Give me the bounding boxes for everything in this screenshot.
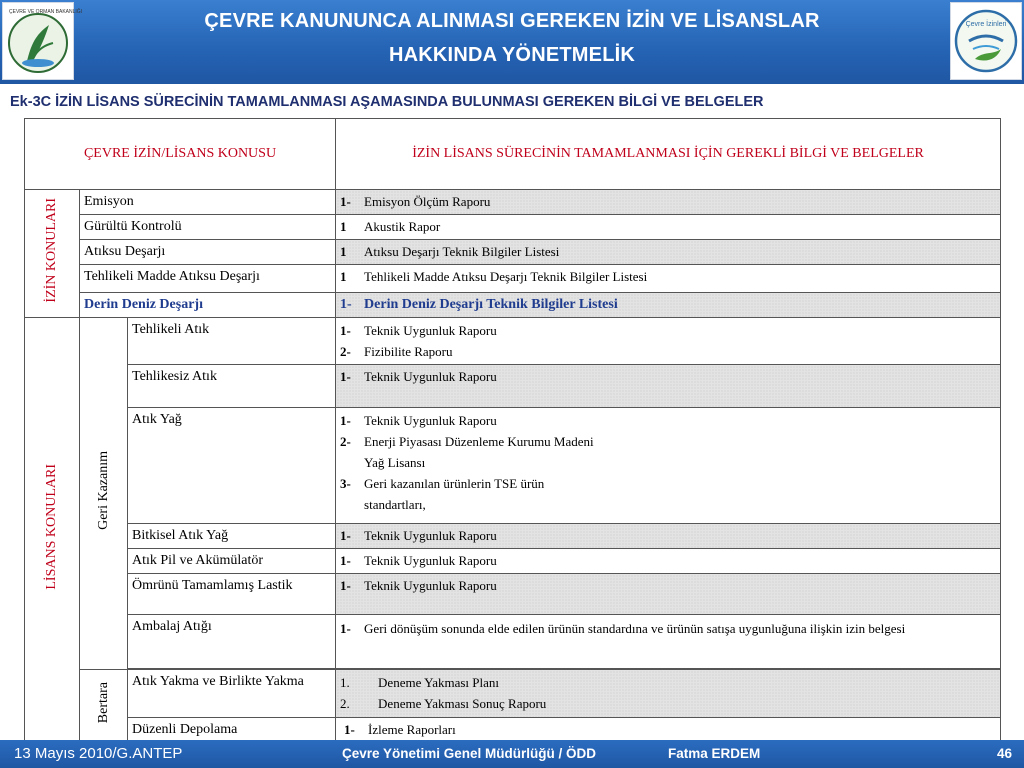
izin-group-label: İZİN KONULARI	[44, 197, 59, 303]
lisans-req-lastik: 1- Teknik Uygunluk Raporu	[336, 574, 1001, 615]
footer-date: 13 Mayıs 2010/G.ANTEP	[14, 745, 183, 762]
izin-group-cell	[25, 190, 80, 318]
lisans-req-yakma: 1. Deneme Yakması Planı 2. Deneme Yakması Sonuç Raporu	[336, 670, 1001, 718]
svg-text:ÇEVRE VE ORMAN BAKANLIĞI: ÇEVRE VE ORMAN BAKANLIĞI	[9, 9, 83, 15]
cevre-izinleri-logo	[950, 2, 1022, 80]
geri-kazanim-label: Geri Kazanım	[95, 450, 111, 530]
lisans-topic-ambalaj: Ambalaj Atığı	[128, 615, 336, 669]
izin-topic-emisyon: Emisyon	[80, 190, 336, 215]
slide-footer	[0, 740, 1024, 768]
lisans-req-atik-yag: 1- Teknik Uygunluk Raporu 2- Enerji Piyasası Düzenleme Kurumu Madeni Yağ Lisansı 3- Geri kazanılan ürünlerin TSE ürün standartları,	[336, 408, 1001, 524]
footer-author: Fatma ERDEM	[668, 746, 761, 761]
lisans-topic-atik-yag: Atık Yağ	[128, 408, 336, 524]
lisans-req-tehlikesiz-atik: 1- Teknik Uygunluk Raporu	[336, 365, 1001, 408]
izin-req-derin-deniz: 1- Derin Deniz Deşarjı Teknik Bilgiler Listesi	[336, 293, 1001, 318]
lisans-group-cell	[25, 318, 80, 743]
lisans-group-label: LİSANS KONULARI	[44, 463, 59, 590]
geri-kazanim-cell	[80, 318, 128, 670]
lisans-topic-yakma: Atık Yakma ve Birlikte Yakma	[128, 670, 336, 718]
izin-req-tehlikeli-madde: 1 Tehlikeli Madde Atıksu Deşarjı Teknik Bilgiler Listesi	[336, 265, 1001, 293]
title-line-1: ÇEVRE KANUNUNCA ALINMASI GEREKEN İZİN VE LİSANSLAR	[204, 10, 820, 32]
izin-topic-derin-deniz: Derin Deniz Deşarjı	[80, 293, 336, 318]
izin-req-emisyon: 1- Emisyon Ölçüm Raporu	[336, 190, 1001, 215]
bertaraf-label: Bertara	[95, 681, 111, 724]
lisans-req-depolama: 1- İzleme Raporları	[336, 718, 1001, 743]
requirements-table	[24, 118, 1001, 743]
lisans-req-tehlikeli-atik: 1- Teknik Uygunluk Raporu 2- Fizibilite Raporu	[336, 318, 1001, 365]
izin-req-atiksu: 1 Atıksu Deşarjı Teknik Bilgiler Listesi	[336, 240, 1001, 265]
cevre-izinleri-logo-icon	[953, 5, 1019, 77]
column-header-topic: ÇEVRE İZİN/LİSANS KONUSU	[25, 119, 336, 190]
footer-page-number: 46	[996, 746, 1012, 761]
footer-organization: Çevre Yönetimi Genel Müdürlüğü / ÖDD	[342, 746, 597, 761]
ministry-logo	[2, 2, 83, 80]
lisans-topic-lastik: Ömrünü Tamamlamış Lastik	[128, 574, 336, 615]
slide-header	[0, 0, 1024, 84]
lisans-req-bitkisel-yag: 1- Teknik Uygunluk Raporu	[336, 524, 1001, 549]
annex-subtitle: Ek-3C İZİN LİSANS SÜRECİNİN TAMAMLANMASI AŞAMASINDA BULUNMASI GEREKEN BİLGİ VE BELGELER	[10, 94, 764, 110]
svg-text:Çevre İzinleri: Çevre İzinleri	[965, 21, 1007, 28]
lisans-topic-bitkisel-yag: Bitkisel Atık Yağ	[128, 524, 336, 549]
izin-topic-gurultu: Gürültü Kontrolü	[80, 215, 336, 240]
lisans-topic-pil: Atık Pil ve Akümülatör	[128, 549, 336, 574]
lisans-req-pil: 1- Teknik Uygunluk Raporu	[336, 549, 1001, 574]
izin-topic-atiksu: Atıksu Deşarjı	[80, 240, 336, 265]
bertaraf-cell	[80, 670, 128, 743]
izin-req-gurultu: 1 Akustik Rapor	[336, 215, 1001, 240]
lisans-topic-tehlikeli-atik: Tehlikeli Atık	[128, 318, 336, 365]
column-header-documents: İZİN LİSANS SÜRECİNİN TAMAMLANMASI İÇİN GEREKLİ BİLGİ VE BELGELER	[336, 119, 1001, 190]
lisans-topic-tehlikesiz-atik: Tehlikesiz Atık	[128, 365, 336, 408]
ministry-logo-icon	[5, 5, 83, 77]
izin-topic-tehlikeli-madde: Tehlikeli Madde Atıksu Deşarjı	[80, 265, 336, 293]
title-line-2: HAKKINDA YÖNETMELİK	[388, 44, 636, 66]
page-title	[90, 4, 934, 72]
lisans-topic-depolama: Düzenli Depolama	[128, 718, 336, 743]
lisans-req-ambalaj: 1- Geri dönüşüm sonunda elde edilen ürünün standardına ve ürünün satışa uygunluğuna ilişkin izin belgesi	[336, 615, 1001, 669]
